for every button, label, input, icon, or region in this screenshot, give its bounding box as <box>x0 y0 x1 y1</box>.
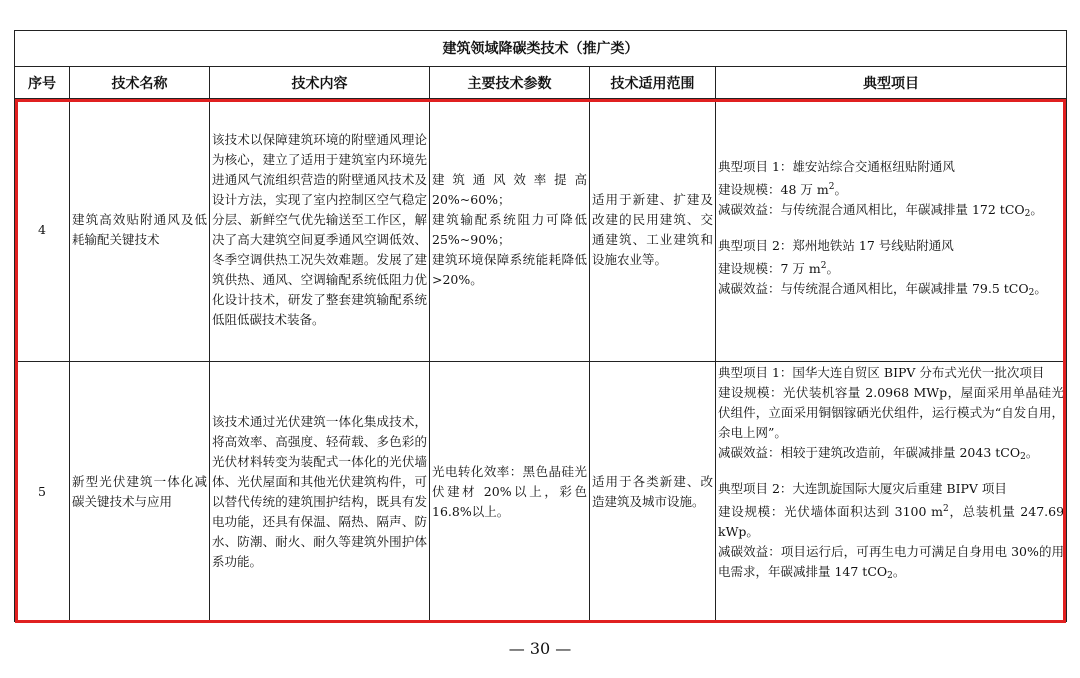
tech-table <box>14 30 1067 622</box>
project-benefit: 减碳效益：项目运行后，可再生电力可满足自身用电 30%的用电需求，年碳减排量 147 tCO$_2$。 <box>718 544 1065 581</box>
typical-projects <box>716 99 1067 362</box>
header-projects: 典型项目 <box>716 67 1067 99</box>
project-title: 典型项目 1：国华大连自贸区 BIPV 分布式光伏一批次项目 <box>718 365 1045 380</box>
tech-scope: 适用于新建、扩建及改建的民用建筑、交通建筑、工业建筑和设施农业等。 <box>590 99 716 362</box>
project-benefit: 减碳效益：相较于建筑改造前，年碳减排量 2043 tCO$_2$。 <box>718 445 1039 462</box>
header-no: 序号 <box>15 67 70 99</box>
project-scale: 建设规模：光伏墙体面积达到 3100 $m^2$，总装机量 247.69 kWp。 <box>718 504 1065 539</box>
tech-content: 该技术以保障建筑环境的附壁通风理论为核心，建立了适用于建筑室内环境先进通风气流组织营造的附壁通风技术及设计方法，实现了室内控制区空气稳定分层、新鲜空气优先输送至工作区，解决了高大建筑空间夏季通风空调低效、冬季空调供热工况失效难题。发展了建筑供热、通风、空调输配系统低阻力优化设计技术，研发了整套建筑输配系统低阻低碳技术装备。 <box>210 99 430 362</box>
header-name: 技术名称 <box>70 67 210 99</box>
row-number: 4 <box>15 99 70 362</box>
typical-projects <box>716 362 1067 622</box>
param-line: 建筑输配系统阻力可降低25%~90%； <box>432 212 587 247</box>
tech-name: 新型光伏建筑一体化减碳关键技术与应用 <box>70 362 210 622</box>
tech-content: 该技术通过光伏建筑一体化集成技术，将高效率、高强度、轻荷载、多色彩的光伏材料转变为装配式一体化的光伏墙体、光伏屋面和其他光伏建筑构件，可以替代传统的建筑围护结构，既具有发电功能，还具有保温、隔热、隔声、防水、防潮、耐火、耐久等建筑外围护体系功能。 <box>210 362 430 622</box>
table-caption: 建筑领域降碳类技术（推广类） <box>15 31 1067 67</box>
project-benefit: 减碳效益：与传统混合通风相比，年碳减排量 172 tCO$_2$。 <box>718 202 1043 219</box>
project-scale: 建设规模：7 万 $m^2$。 <box>718 261 840 276</box>
header-content: 技术内容 <box>210 67 430 99</box>
project-benefit: 减碳效益：与传统混合通风相比，年碳减排量 79.5 tCO$_2$。 <box>718 281 1047 298</box>
tech-scope: 适用于各类新建、改造建筑及城市设施。 <box>590 362 716 622</box>
header-row <box>15 67 1067 99</box>
header-scope: 技术适用范围 <box>590 67 716 99</box>
table-row <box>15 99 1067 362</box>
document-page <box>14 30 1066 622</box>
param-line: 光电转化效率：黑色晶硅光伏建材 20%以上，彩色 16.8%以上。 <box>432 463 587 519</box>
tech-params <box>430 362 590 622</box>
param-line: 建筑通风效率提高20%~60%； <box>432 172 587 207</box>
param-line: 建筑环境保障系统能耗降低>20%。 <box>432 252 587 287</box>
header-params: 主要技术参数 <box>430 67 590 99</box>
project-title: 典型项目 2：大连凯旋国际大厦灾后重建 BIPV 项目 <box>718 481 1007 496</box>
project-scale: 建设规模：48 万 $m^2$。 <box>718 182 847 197</box>
row-number: 5 <box>15 362 70 622</box>
tech-name: 建筑高效贴附通风及低耗输配关键技术 <box>70 99 210 362</box>
project-title: 典型项目 1：雄安站综合交通枢纽贴附通风 <box>718 159 955 174</box>
tech-params <box>430 99 590 362</box>
page-number: — 30 — <box>508 639 572 658</box>
project-scale: 建设规模：光伏装机容量 2.0968 MWp，屋面采用单晶硅光伏组件，立面采用铜铟镓硒光伏组件，运行模式为“自发自用，余电上网”。 <box>718 385 1065 440</box>
project-title: 典型项目 2：郑州地铁站 17 号线贴附通风 <box>718 238 954 253</box>
table-row <box>15 362 1067 622</box>
